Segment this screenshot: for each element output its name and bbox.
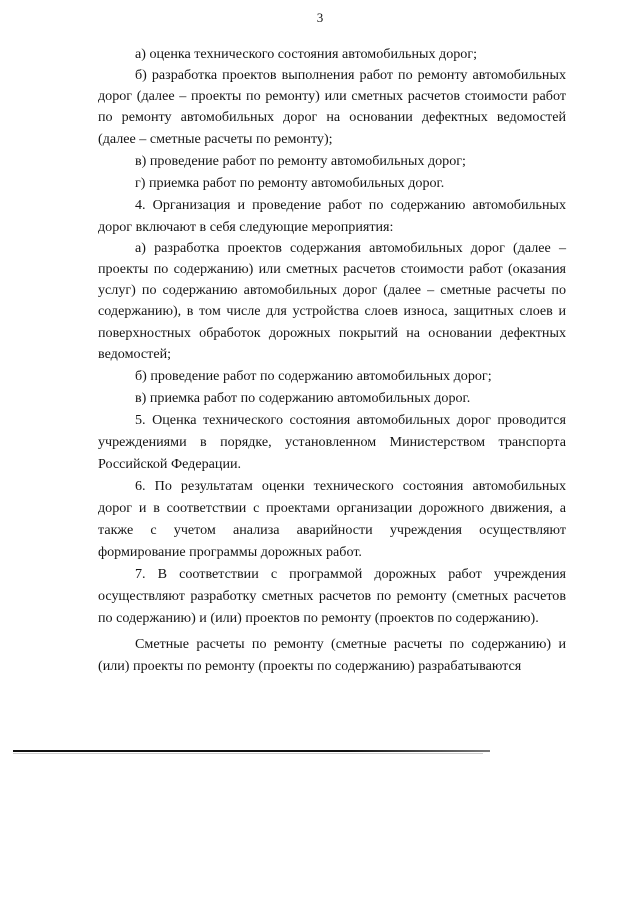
paragraph-section-4-item-a: а) разработка проектов содержания автомобильных дорог (далее – проекты по содержанию) или сметных расчетов стоимости работ (оказания услуг) по содержанию автомобильных дорог (далее – сметные расчеты по содержанию), в том числе для устройства слоев износа, защитных слоев и поверхностных обработок дорожных покрытий на основании дефектных ведомостей; [98,239,566,362]
paragraph-estimates: Сметные расчеты по ремонту (сметные расчеты по содержанию) и (или) проекты по ремонту (проекты по содержанию) разрабатываются [98,636,566,675]
scan-edge-line [13,750,490,752]
paragraph-item-b-repair-projects: б) разработка проектов выполнения работ по ремонту автомобильных дорог (далее – проекты по ремонту) или сметных расчетов стоимости работ по ремонту автомобильных дорог на основании дефектных ведомостей (далее – сметные расчеты по ремонту); [98,67,566,147]
paragraph-section-4-item-b: б) проведение работ по содержанию автомобильных дорог; [135,368,492,385]
scan-edge-shadow [13,753,483,754]
paragraph-section-4: 4. Организация и проведение работ по содержанию автомобильных дорог включают в себя следующие мероприятия: [98,196,566,235]
paragraph-item-v-repair-works: в) проведение работ по ремонту автомобильных дорог; [135,152,466,169]
paragraph-section-4-item-v: в) приемка работ по содержанию автомобильных дорог. [135,390,471,407]
paragraph-item-g-repair-acceptance: г) приемка работ по ремонту автомобильных дорог. [135,174,445,191]
page-number: 3 [316,10,324,25]
paragraph-section-5: 5. Оценка технического состояния автомобильных дорог проводится учреждениями в порядке, установленном Министерством транспорта Российской Федерации. [98,412,566,473]
paragraph-section-7: 7. В соответствии с программой дорожных работ учреждения осуществляют разработку сметных расчетов по ремонту (сметных расчетов по содержанию) и (или) проектов по ремонту (проектов по содержанию). [98,566,566,627]
document-body [98,43,566,677]
paragraph-item-a-assessment: а) оценка технического состояния автомобильных дорог; [135,46,478,62]
paragraph-section-6: 6. По результатам оценки технического состояния автомобильных дорог и в соответствии с проектами организации дорожного движения, а также с учетом анализа аварийности учреждения осуществляют формирование программы дорожных работ. [98,478,566,561]
